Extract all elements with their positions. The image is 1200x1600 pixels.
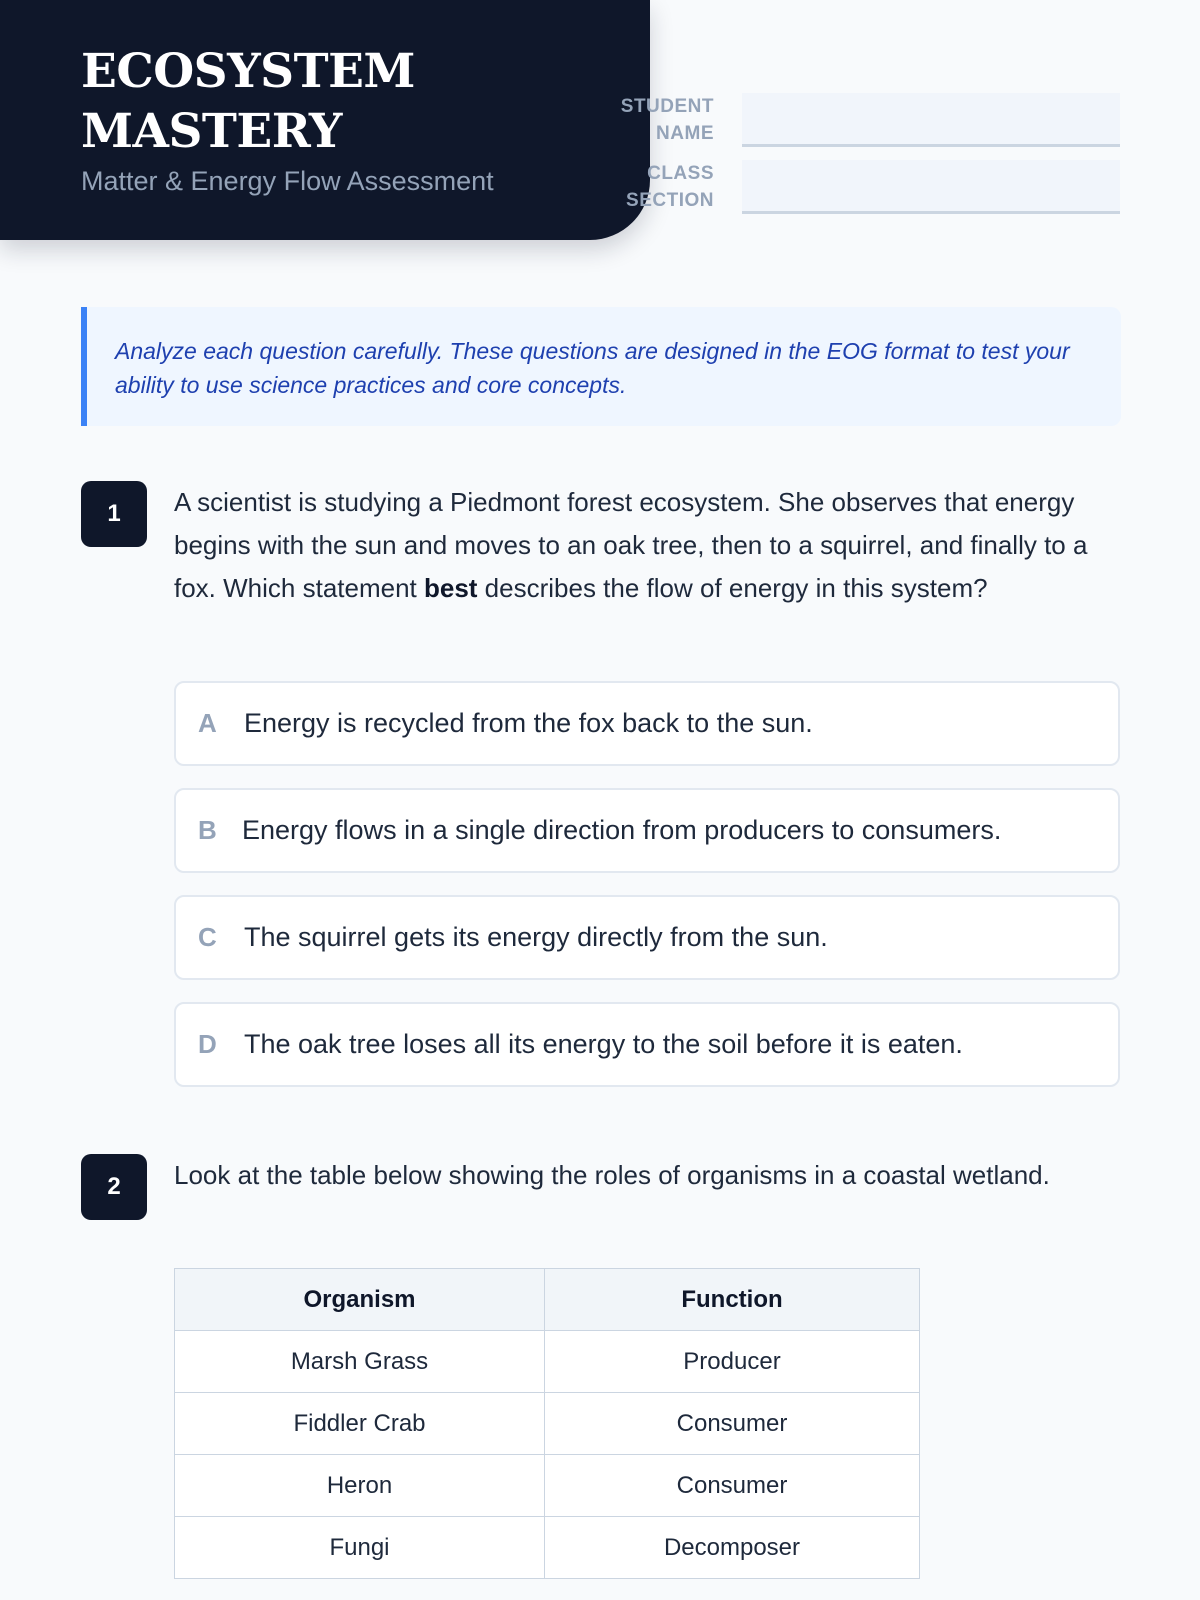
option-letter: C bbox=[198, 922, 217, 952]
answer-option-d[interactable] bbox=[174, 1002, 1120, 1087]
question-number-badge: 2 bbox=[81, 1154, 147, 1220]
column-header: Function bbox=[545, 1269, 920, 1331]
option-text: Energy flows in a single direction from producers to consumers. bbox=[242, 815, 1002, 845]
table-cell: Fiddler Crab bbox=[175, 1393, 545, 1455]
question-text-part: A scientist is studying a Piedmont forest ecosystem. She observes that energy begins with the sun and moves to an oak tree, then to a squirrel, and finally to a fox. Which statement bbox=[174, 487, 1088, 603]
answer-option-a[interactable] bbox=[174, 681, 1120, 766]
option-text: The oak tree loses all its energy to the soil before it is eaten. bbox=[244, 1029, 963, 1059]
organism-roles-table bbox=[174, 1268, 920, 1579]
table-row bbox=[175, 1331, 920, 1393]
table-row bbox=[175, 1517, 920, 1579]
page-title: ECOSYSTEM MASTERY bbox=[81, 44, 415, 159]
question-emphasis: best bbox=[423, 573, 478, 603]
student-name-label: STUDENT NAME bbox=[620, 96, 714, 144]
table-cell: Heron bbox=[175, 1455, 545, 1517]
student-name-field[interactable] bbox=[742, 93, 1120, 147]
option-text: The squirrel gets its energy directly from the sun. bbox=[244, 922, 828, 952]
page-subtitle: Matter & Energy Flow Assessment bbox=[81, 166, 494, 196]
option-letter: B bbox=[198, 815, 217, 845]
table-row bbox=[175, 1455, 920, 1517]
table-cell: Marsh Grass bbox=[175, 1331, 545, 1393]
table-row bbox=[175, 1393, 920, 1455]
class-section-label: CLASS SECTION bbox=[626, 163, 714, 211]
table-cell: Consumer bbox=[545, 1455, 920, 1517]
question-2-text: Look at the table below showing the roles of organisms in a coastal wetland. bbox=[174, 1160, 1050, 1190]
table-cell: Decomposer bbox=[545, 1517, 920, 1579]
option-text: Energy is recycled from the fox back to the sun. bbox=[244, 708, 813, 738]
table-cell: Producer bbox=[545, 1331, 920, 1393]
class-section-field[interactable] bbox=[742, 160, 1120, 214]
question-text-part: describes the flow of energy in this system? bbox=[477, 573, 988, 603]
table-cell: Fungi bbox=[175, 1517, 545, 1579]
question-1-text bbox=[174, 481, 1114, 610]
option-letter: D bbox=[198, 1029, 217, 1059]
instructions-text: Analyze each question carefully. These questions are designed in the EOG format to test your ability to use science practices and core concepts. bbox=[115, 338, 1070, 398]
answer-option-b[interactable] bbox=[174, 788, 1120, 873]
instructions-box bbox=[81, 307, 1121, 426]
option-letter: A bbox=[198, 708, 217, 738]
table-header-row bbox=[175, 1269, 920, 1331]
answer-option-c[interactable] bbox=[174, 895, 1120, 980]
question-number-badge: 1 bbox=[81, 481, 147, 547]
header-banner bbox=[0, 0, 650, 240]
table-cell: Consumer bbox=[545, 1393, 920, 1455]
column-header: Organism bbox=[175, 1269, 545, 1331]
